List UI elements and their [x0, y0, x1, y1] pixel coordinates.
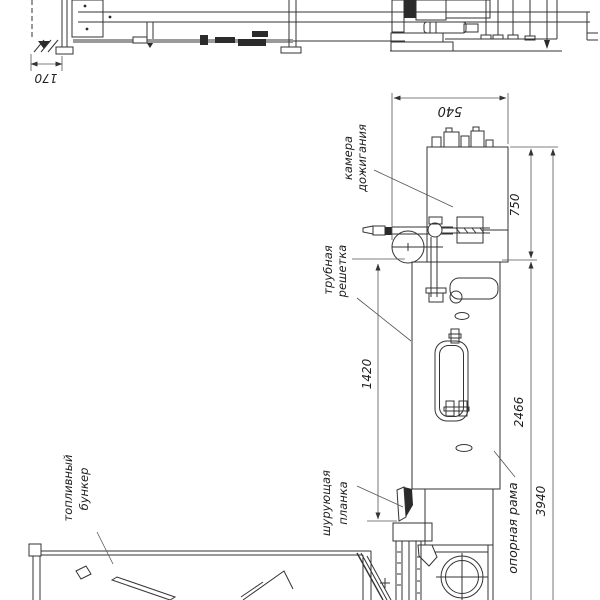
- front-view: [357, 127, 508, 600]
- support-foot: [56, 47, 73, 54]
- drive-block: [404, 0, 416, 18]
- shaft-grip: [363, 226, 373, 234]
- dimension-170: [31, 54, 62, 85]
- furnace-body: [412, 262, 500, 489]
- dim-540-text: 540: [437, 103, 463, 118]
- dim-170-text: 170: [34, 71, 58, 85]
- coupling: [238, 39, 266, 46]
- side-view: [32, 0, 598, 54]
- label-tube-grid-line2: решетка: [335, 244, 349, 298]
- fuel-piece: [76, 566, 91, 579]
- afterburner-chamber: [427, 147, 508, 262]
- dimensions: [352, 93, 558, 600]
- label-support-frame: опорная рама: [505, 482, 520, 574]
- dim-750-text: 750: [508, 193, 522, 217]
- part-labels: [61, 124, 520, 574]
- label-fuel-bunker-line2: бункер: [77, 467, 91, 511]
- fuel-hopper: [29, 544, 371, 600]
- label-stoker-bar-line1: шурующая: [319, 470, 333, 536]
- label-fuel-bunker-line1: топливный: [61, 454, 75, 522]
- shaft-housing: [457, 217, 483, 243]
- shaft-joint: [428, 223, 442, 237]
- label-afterburner-line2: дожигания: [355, 124, 369, 192]
- dim-3940-text: 3940: [534, 485, 548, 517]
- label-tube-grid-line1: трубная: [321, 245, 335, 295]
- dim-2466-text: 2466: [512, 396, 526, 428]
- feed-bar: [112, 577, 175, 600]
- label-stoker-bar-line2: планка: [336, 481, 350, 525]
- coupling: [215, 37, 235, 43]
- coupling: [252, 31, 268, 37]
- label-afterburner-line1: камера: [341, 135, 355, 181]
- linkage: [243, 571, 293, 600]
- stoker-carriage: [393, 523, 432, 541]
- handle: [450, 278, 498, 299]
- coupling: [200, 35, 208, 45]
- mount-plate: [72, 0, 103, 37]
- dim-1420-text: 1420: [360, 358, 374, 390]
